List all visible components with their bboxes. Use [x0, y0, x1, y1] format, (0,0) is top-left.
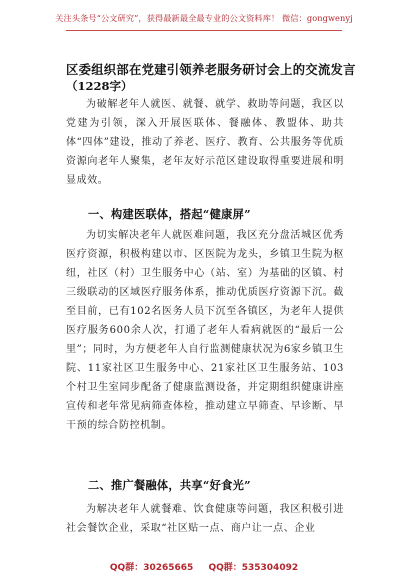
body-paragraph-3: 为解决老年人就餐难、饮食健康等问题，我区积极引进社会餐饮企业，采取“社区贴一点、商户让一点、企业 — [66, 504, 344, 534]
section-heading-2: 二、推广餐融体，共享“好食光” — [88, 478, 251, 492]
header-note: 关注头条号“公文研究”，获得最新最全最专业的公文资料库！ 微信：gongwenyj — [55, 13, 353, 23]
section-heading-1: 一、构建医联体，搭起“健康屏” — [88, 207, 251, 221]
footer-qq-group-1: QQ群：30265665 — [109, 563, 194, 573]
body-paragraph-2: 为切实解决老年人就医难问题，我区充分盘活城区优秀医疗资源，积极构建以市、区医院为龙头，乡镇卫生院为枢纽，社区（村）卫生服务中心（站、室）为基础的区镇、村三级联动的区域医疗服务体系，推动优质医疗资源下沉。截至目前，已有102名医务人员下沉至各镇区，为老年人提供医疗服务600余人次，打通了老年人看病就医的“最后一公里”；同时，为方便老年人自行监测健康状况为6家乡镇卫生院、11家社区卫生服务中心、21家社区卫生服务站、103个村卫生室同步配备了健康监测设备，并定期组织健康讲座宣传和老年常见病筛查体检，推动建立早筛查、早诊断、早干预的综合防控机制。 — [66, 230, 344, 431]
body-paragraph-1: 为破解老年人就医、就餐、就学、救助等问题，我区以党建为引领，深入开展医联体、餐融体、教盟体、助共体“四体”建设，推动了养老、医疗、教育、公共服务等优质资源向老年人聚集，老年友好示范区建设取得重要进展和明显成效。 — [66, 99, 344, 186]
document-title: 区委组织部在党建引领养老服务研讨会上的交流发言 — [66, 62, 356, 77]
header-divider — [66, 30, 342, 31]
footer-qq-group-2: QQ群：535304092 — [208, 563, 299, 573]
footer-contact — [0, 560, 408, 573]
word-count: （1228字） — [66, 79, 133, 93]
